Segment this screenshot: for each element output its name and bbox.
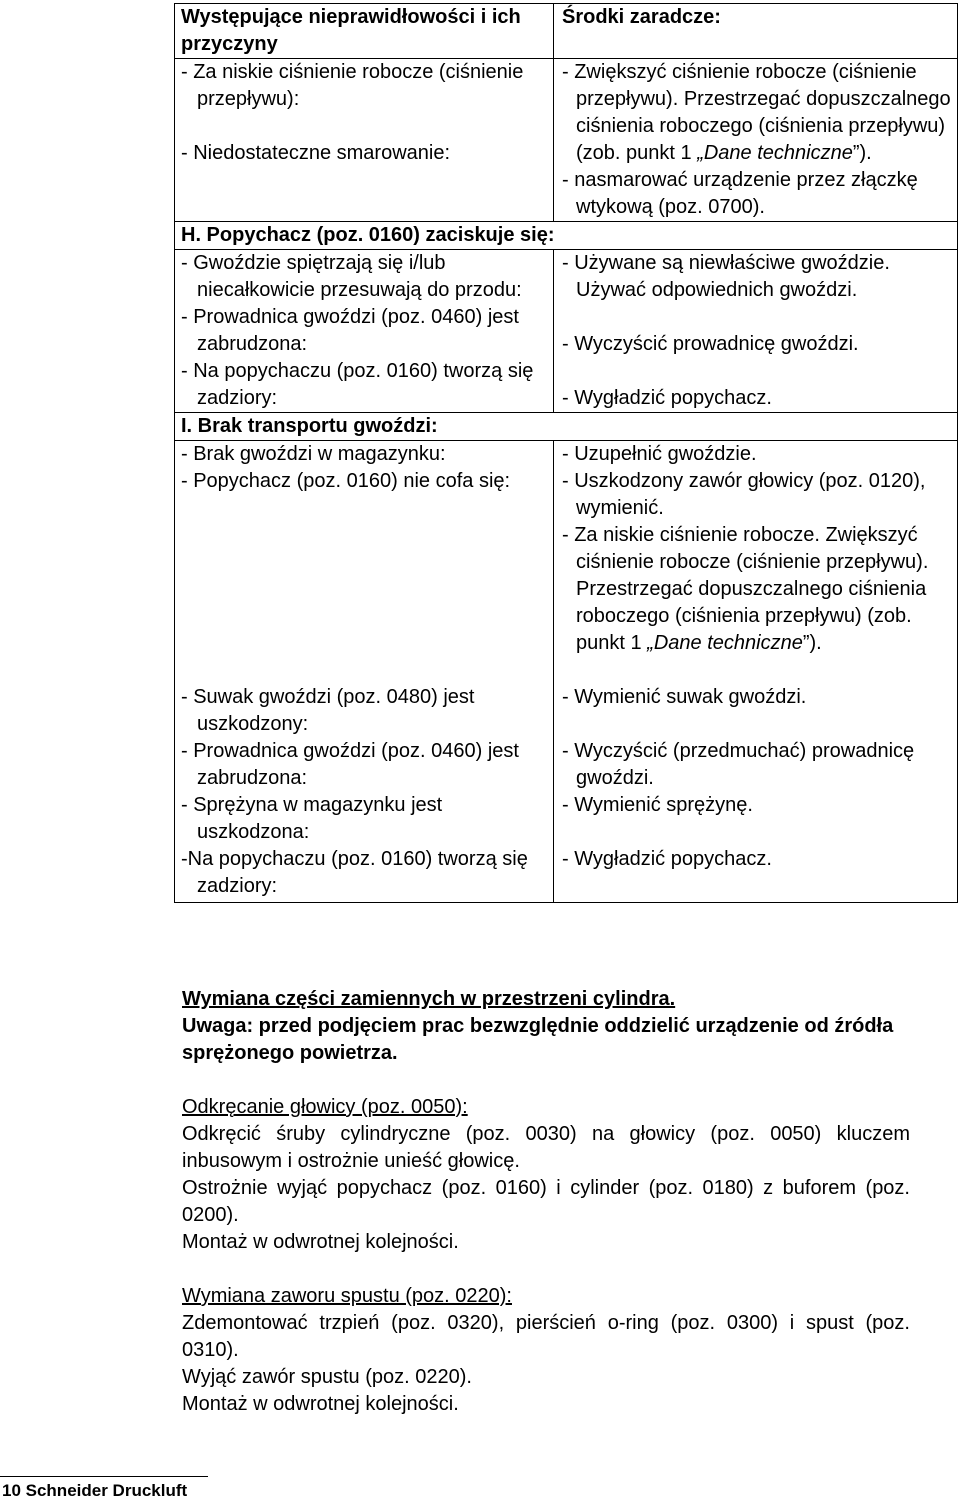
spare-parts-section bbox=[182, 986, 910, 1067]
table-row bbox=[175, 59, 958, 222]
cause-burrs-2: -Na popychaczu (poz. 0160) tworzą się zadziory: bbox=[181, 848, 528, 897]
remedy-replace-spring: - Wymienić sprężynę. bbox=[562, 794, 753, 816]
remedy-smooth-pusher-2: - Wygładzić popychacz. bbox=[562, 848, 772, 870]
table-section-row bbox=[175, 222, 958, 250]
section-title: Wymiana części zamiennych w przestrzeni cylindra. bbox=[182, 988, 676, 1010]
cause-slide-damaged: - Suwak gwoździ (poz. 0480) jest uszkodzony: bbox=[181, 686, 475, 735]
page-footer: 10 Schneider Druckluft bbox=[2, 1481, 188, 1500]
remedy-lubrication: - nasmarować urządzenie przez złączkę wtykową (poz. 0700). bbox=[562, 169, 918, 218]
remedy-refill-nails: - Uzupełnić gwoździe. bbox=[562, 443, 757, 465]
table-header-row bbox=[175, 4, 958, 59]
valve-step-1: Zdemontować trzpień (poz. 0320), pierścień o-ring (poz. 0300) i spust (poz. 0310). bbox=[182, 1312, 910, 1361]
cause-guide-dirty-2: - Prowadnica gwoździ (poz. 0460) jest zabrudzona: bbox=[181, 740, 519, 789]
remedy-clean-guide: - Wyczyścić prowadnicę gwoździ. bbox=[562, 333, 859, 355]
unscrew-title: Odkręcanie głowicy (poz. 0050): bbox=[182, 1096, 468, 1118]
cause-burrs: - Na popychaczu (poz. 0160) tworzą się zadziory: bbox=[181, 360, 534, 409]
cause-no-nails: - Brak gwoździ w magazynku: bbox=[181, 443, 446, 465]
unscrew-step-3: Montaż w odwrotnej kolejności. bbox=[182, 1231, 459, 1253]
remedy-low-pressure-2: - Za niskie ciśnienie robocze. Zwiększyć ciśnienie robocze (ciśnienie przepływu). Przestrzegać dopuszczalnego ciśnienia roboczego (ciśnienia przepływu) (zob. punkt 1 „Dane techniczne”). bbox=[562, 524, 929, 654]
remedy-replace-slide: - Wymienić suwak gwoździ. bbox=[562, 686, 807, 708]
remedy-replace-valve: - Uszkodzony zawór głowicy (poz. 0120), wymienić. bbox=[562, 470, 926, 519]
cause-low-pressure: - Za niskie ciśnienie robocze (ciśnienie przepływu): bbox=[181, 61, 524, 110]
section-h-title: H. Popychacz (poz. 0160) zaciskuje się: bbox=[175, 222, 958, 250]
table-row bbox=[175, 441, 958, 903]
remedy-wrong-nails: - Używane są niewłaściwe gwoździe. Używać odpowiednich gwoździ. bbox=[562, 252, 890, 301]
cause-guide-dirty: - Prowadnica gwoździ (poz. 0460) jest zabrudzona: bbox=[181, 306, 519, 355]
drain-valve-section bbox=[182, 1283, 910, 1418]
cause-pusher-not-retract: - Popychacz (poz. 0160) nie cofa się: bbox=[181, 470, 511, 492]
unscrew-step-2: Ostrożnie wyjąć popychacz (poz. 0160) i cylinder (poz. 0180) z buforem (poz. 0200). bbox=[182, 1177, 910, 1226]
valve-step-2: Wyjąć zawór spustu (poz. 0220). bbox=[182, 1366, 472, 1388]
cause-spring-damaged: - Sprężyna w magazynku jest uszkodzona: bbox=[181, 794, 443, 843]
remedy-low-pressure: - Zwiększyć ciśnienie robocze (ciśnienie przepływu). Przestrzegać dopuszczalnego ciśnienia roboczego (ciśnienia przepływu) (zob. punkt 1 „Dane techniczne”). bbox=[562, 61, 951, 164]
cause-nails-jam: - Gwoździe spiętrzają się i/lub niecałkowicie przesuwają do przodu: bbox=[181, 252, 522, 301]
unscrew-step-1: Odkręcić śruby cylindryczne (poz. 0030) na głowicy (poz. 0050) kluczem inbusowym i ostrożnie unieść głowicę. bbox=[182, 1123, 910, 1172]
unscrew-head-section bbox=[182, 1094, 910, 1256]
table-section-row bbox=[175, 413, 958, 441]
warning-text: Uwaga: przed podjęciem prac bezwzględnie oddzielić urządzenie od źródła sprężonego powietrza. bbox=[182, 1015, 894, 1064]
troubleshooting-table bbox=[174, 3, 958, 903]
footer-rule bbox=[0, 1476, 208, 1477]
remedy-clean-guide-2: - Wyczyścić (przedmuchać) prowadnicę gwoździ. bbox=[562, 740, 915, 789]
header-remedies: Środki zaradcze: bbox=[554, 4, 958, 59]
remedy-smooth-pusher: - Wygładzić popychacz. bbox=[562, 387, 772, 409]
valve-step-3: Montaż w odwrotnej kolejności. bbox=[182, 1393, 459, 1415]
header-causes: Występujące nieprawidłowości i ich przyczyny bbox=[175, 4, 554, 59]
table-row bbox=[175, 250, 958, 413]
valve-title: Wymiana zaworu spustu (poz. 0220): bbox=[182, 1285, 512, 1307]
cause-lubrication: - Niedostateczne smarowanie: bbox=[181, 142, 451, 164]
section-i-title: I. Brak transportu gwoździ: bbox=[175, 413, 958, 441]
